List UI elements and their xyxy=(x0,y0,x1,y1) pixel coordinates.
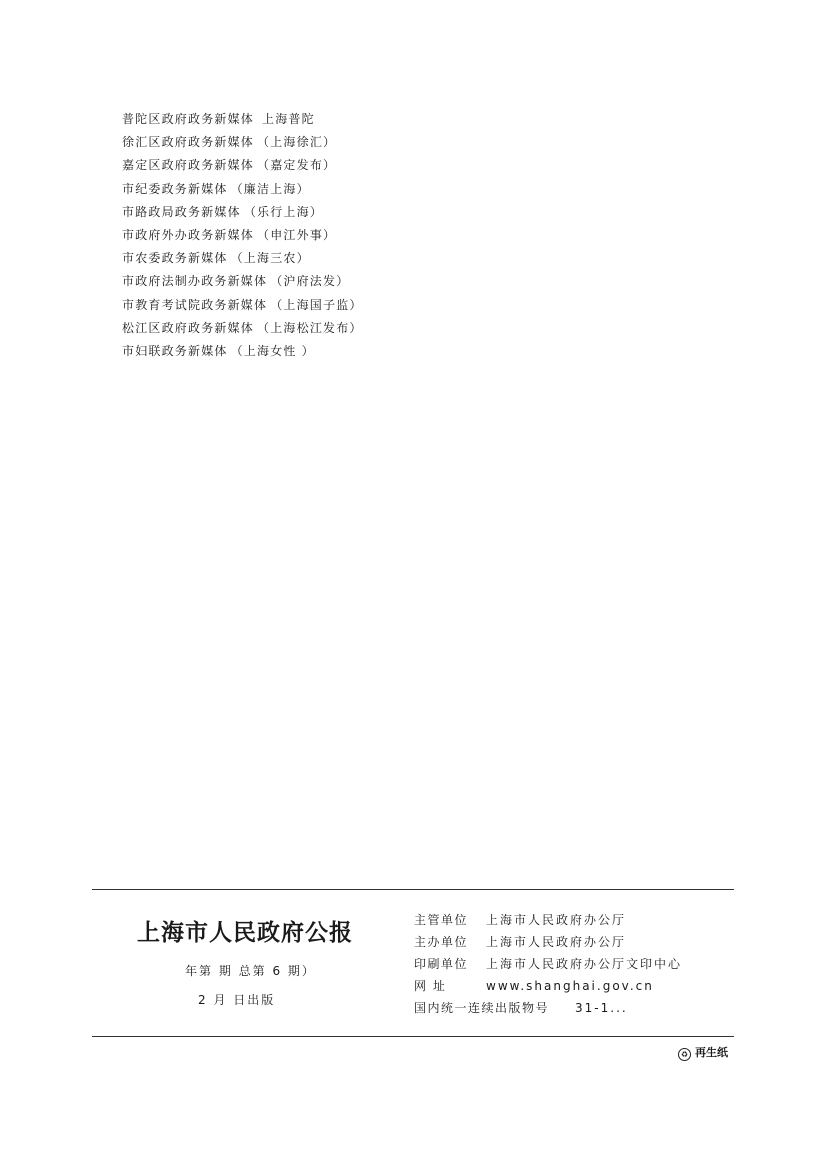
recycle-icon: ♻ xyxy=(678,1048,691,1061)
list-item xyxy=(122,154,363,177)
info-label: 国内统一连续出版物号 xyxy=(414,1001,550,1015)
media-unit: 市政府外办政务新媒体 xyxy=(122,227,255,242)
publish-date: 2 月 日出版 xyxy=(198,993,276,1007)
divider xyxy=(92,1036,734,1037)
info-row xyxy=(414,954,682,976)
divider xyxy=(92,889,734,890)
info-row xyxy=(414,932,682,954)
list-item xyxy=(122,131,363,154)
website-url: www.shanghai.gov.cn xyxy=(486,979,654,993)
list-item xyxy=(122,178,363,201)
info-row xyxy=(414,976,682,998)
media-unit: 市纪委政务新媒体 xyxy=(122,181,228,196)
masthead-title: 上海市人民政府公报 xyxy=(137,919,353,946)
media-unit: 市政府法制办政务新媒体 xyxy=(122,274,268,289)
list-item xyxy=(122,108,363,131)
list-item xyxy=(122,201,363,224)
media-unit: 市农委政务新媒体 xyxy=(122,251,228,266)
media-unit: 嘉定区政府政务新媒体 xyxy=(122,158,255,173)
list-item xyxy=(122,317,363,340)
media-unit: 普陀区政府政务新媒体 xyxy=(122,112,255,126)
info-label: 主办单位 xyxy=(414,935,469,949)
media-account: （上海三农） xyxy=(230,251,310,266)
info-row xyxy=(414,998,682,1020)
media-account: 上海普陀 xyxy=(257,112,315,126)
info-value: 上海市人民政府办公厅文印中心 xyxy=(486,957,683,971)
list-item xyxy=(122,294,363,317)
info-label: 印刷单位 xyxy=(414,957,469,971)
list-item xyxy=(122,270,363,293)
media-unit: 徐汇区政府政务新媒体 xyxy=(122,135,255,150)
info-row xyxy=(414,910,682,932)
issue-number: 年第 期 总第 6 期） xyxy=(185,964,316,978)
list-item xyxy=(122,224,363,247)
media-account: （乐行上海） xyxy=(243,204,324,219)
media-account: （上海女性 ） xyxy=(230,343,315,358)
registration-number: 31-1... xyxy=(575,1001,628,1015)
recycled-paper-label: 再生纸 xyxy=(695,1046,728,1059)
media-account: （申江外事） xyxy=(257,227,337,242)
publication-info xyxy=(414,910,682,1020)
list-item xyxy=(122,247,363,270)
media-account: （上海国子监） xyxy=(270,297,363,312)
media-unit: 市妇联政务新媒体 xyxy=(122,343,228,358)
info-value: 上海市人民政府办公厅 xyxy=(486,935,627,949)
media-account: （沪府法发） xyxy=(270,274,350,289)
media-account: （上海徐汇） xyxy=(257,135,337,150)
media-list xyxy=(122,108,363,363)
info-label: 网 址 xyxy=(414,979,447,993)
recycled-paper-mark xyxy=(678,1044,728,1061)
media-account: （上海松江发布） xyxy=(257,320,363,335)
media-account: （廉洁上海） xyxy=(230,181,310,196)
media-unit: 松江区政府政务新媒体 xyxy=(122,320,255,335)
media-unit: 市路政局政务新媒体 xyxy=(122,204,241,219)
media-account: （嘉定发布） xyxy=(257,158,337,173)
media-unit: 市教育考试院政务新媒体 xyxy=(122,297,268,312)
list-item xyxy=(122,340,363,363)
info-label: 主管单位 xyxy=(414,913,469,927)
info-value: 上海市人民政府办公厅 xyxy=(486,913,627,927)
